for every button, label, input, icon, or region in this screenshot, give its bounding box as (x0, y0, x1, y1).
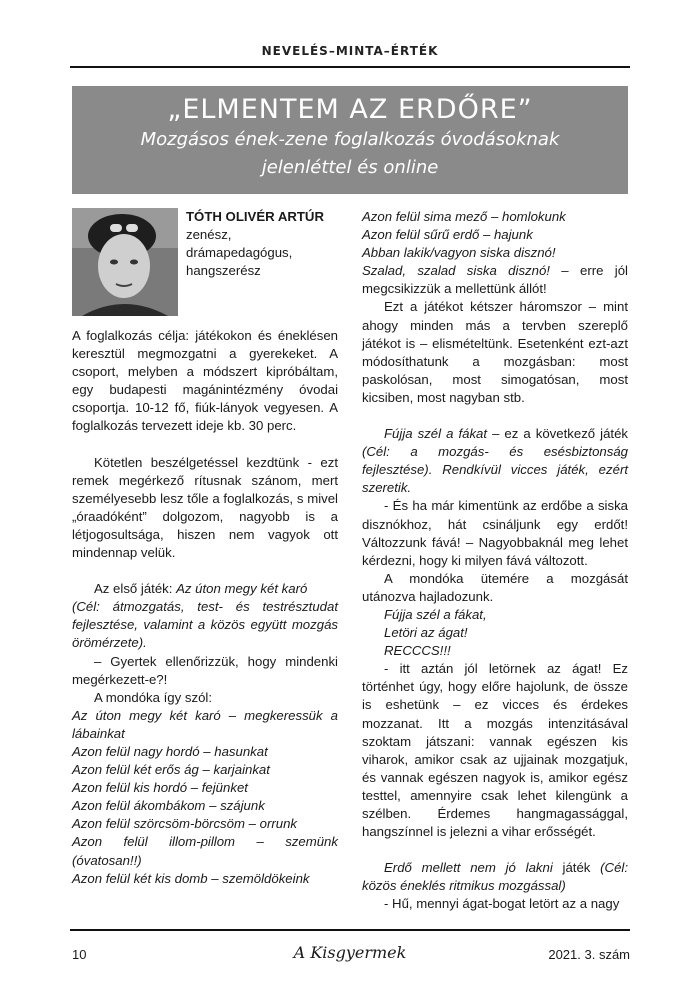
left-column (72, 327, 338, 888)
goal-text: (Cél: a mozgás- és esésbiztonság fejlesztése). Rendkívül vicces játék, ezért szeretik. (362, 444, 628, 496)
paragraph: - itt aztán jól letörnek az ágat! Ez történhet úgy, hogy előre hajolunk, de össze is eshetünk – ez vicces és érdekes mozzanat. Itt a mozgás intenzitásával szoktam játszani: vannak egészen kis viharok, amikor csak az ujjainak mozgatjuk, és vannak egészen nagyok is, amikor egész testtel, amennyire csak lehet kilengünk a szélben. Érdemes hangmagassággal, hangszínnel is jelezni a vihar erősségét. (362, 661, 628, 840)
verse-line: Azon felül két erős ág – karjainkat (72, 762, 270, 778)
author-role: hangszerész (186, 263, 261, 279)
paragraph (72, 580, 338, 598)
article-subtitle-line1: Mozgásos ének-zene foglalkozás óvodásoknak (140, 129, 560, 150)
issue-label: 2021. 3. szám (548, 947, 630, 962)
text: Az első játék: (94, 581, 177, 597)
verse-line: Azon felül ákombákom – szájunk (72, 798, 265, 814)
author-block (186, 208, 346, 280)
paragraph: - És ha már kimentünk az erdőbe a siska disznókhoz, hát csináljunk egy erdőt! Változzunk fává! – Nagyobbaknál meg lehet kérdezni, hogy ki milyen fává változott. (362, 498, 628, 568)
text: – erre jól megcsikizzük a mellettünk állót! (362, 263, 628, 297)
author-role: zenész, (186, 227, 232, 243)
paragraph: Ezt a játékot kétszer háromszor – mint ahogy minden más a tervben szereplő játékot is – elismételtünk. Esetenként ezt-azt módosíthatunk a mozgásban: most paskolósan, most simogatósan, most kicsiben, most nagyban stb. (362, 299, 628, 405)
verse (72, 707, 338, 888)
game-title: Erdő mellett nem jó lakni (384, 860, 553, 876)
verse-line: Azon felül sűrű erdő – hajunk (362, 227, 533, 243)
page-number: 10 (72, 947, 87, 962)
header-rule (70, 66, 630, 68)
footer-rule (70, 929, 630, 931)
game-title: Fújja szél a fákat (384, 426, 488, 442)
paragraph: Kötetlen beszélgetéssel kezdtünk - ezt remek megérkező rítusnak szánom, mert személyesebb lesz tőle a foglalkozás, s mivel „óraadóként” dolgozom, nagyobb is a létjogosultsága, hiszen nem vagyok ott mindennap velük. (72, 454, 338, 561)
paragraph (362, 859, 628, 895)
paragraph: A mondóka így szól: (94, 689, 213, 705)
verse-line: Abban lakik/vagyon siska disznó! (362, 245, 556, 261)
verse-line: Az úton megy két karó – megkeressük a lábainkat (72, 707, 338, 741)
goal-text: (Cél: közös éneklés ritmikus mozgással) (362, 860, 628, 894)
chant-line: Letöri az ágat! (384, 625, 468, 641)
article-title: „ELMENTEM AZ ERDŐRE” (167, 94, 533, 125)
verse-line: Azon felül szörcsöm-börcsöm – orrunk (72, 816, 297, 832)
verse-line: Azon felül két kis domb – szemöldökeink (72, 870, 310, 886)
chant-line: RECCCS!!! (384, 643, 451, 659)
goal-text: (Cél: átmozgatás, test- és testrésztudat fejlesztése, valamint a közös együtt mozgás örömérzete). (72, 599, 338, 651)
verse-line: Azon felül nagy hordó – hasunkat (72, 743, 268, 759)
title-banner (72, 86, 628, 194)
verse (362, 208, 628, 262)
running-head: NEVELÉS–MINTA–ÉRTÉK (261, 44, 439, 58)
game-title: Az úton megy két karó (176, 581, 308, 597)
chant-line: Fújja szél a fákat, (384, 606, 487, 622)
paragraph (362, 262, 628, 298)
verse-line: Azon felül kis hordó – fejünket (72, 780, 248, 796)
verse-line: Azon felül illom-pillom – szemünk (óvatosan!!) (72, 834, 338, 868)
verse-line: Szalad, szalad siska disznó! (362, 263, 550, 279)
text: – ez a következő játék (487, 426, 629, 442)
magazine-name: A Kisgyermek (293, 943, 407, 962)
paragraph: A foglalkozás célja: játékokon és éneklésen keresztül megmozgatni a gyerekeket. A csoport, melyben a módszert kipróbáltam, egy budapesti magánintézmény óvodai csoportja. 10-12 fő, fiúk-lányok vegyesen. A foglalkozás tervezett ideje kb. 30 perc. (72, 328, 338, 434)
text: játék (552, 860, 601, 876)
verse-line: Azon felül sima mező – homlokunk (362, 209, 566, 224)
article-subtitle-line2: jelenléttel és online (261, 157, 439, 178)
paragraph: – Gyertek ellenőrizzük, hogy mindenki megérkezett-e?! (72, 653, 338, 687)
paragraph: - Hű, mennyi ágat-bogat letört az a nagy (384, 896, 620, 912)
right-column (362, 208, 628, 913)
author-photo (72, 208, 178, 316)
paragraph: A mondóka ütemére a mozgását utánozva hajladozunk. (362, 570, 628, 604)
chant (362, 606, 628, 660)
author-name: TÓTH OLIVÉR ARTÚR (186, 209, 324, 224)
author-role: drámapedagógus, (186, 245, 293, 261)
paragraph (362, 425, 628, 497)
